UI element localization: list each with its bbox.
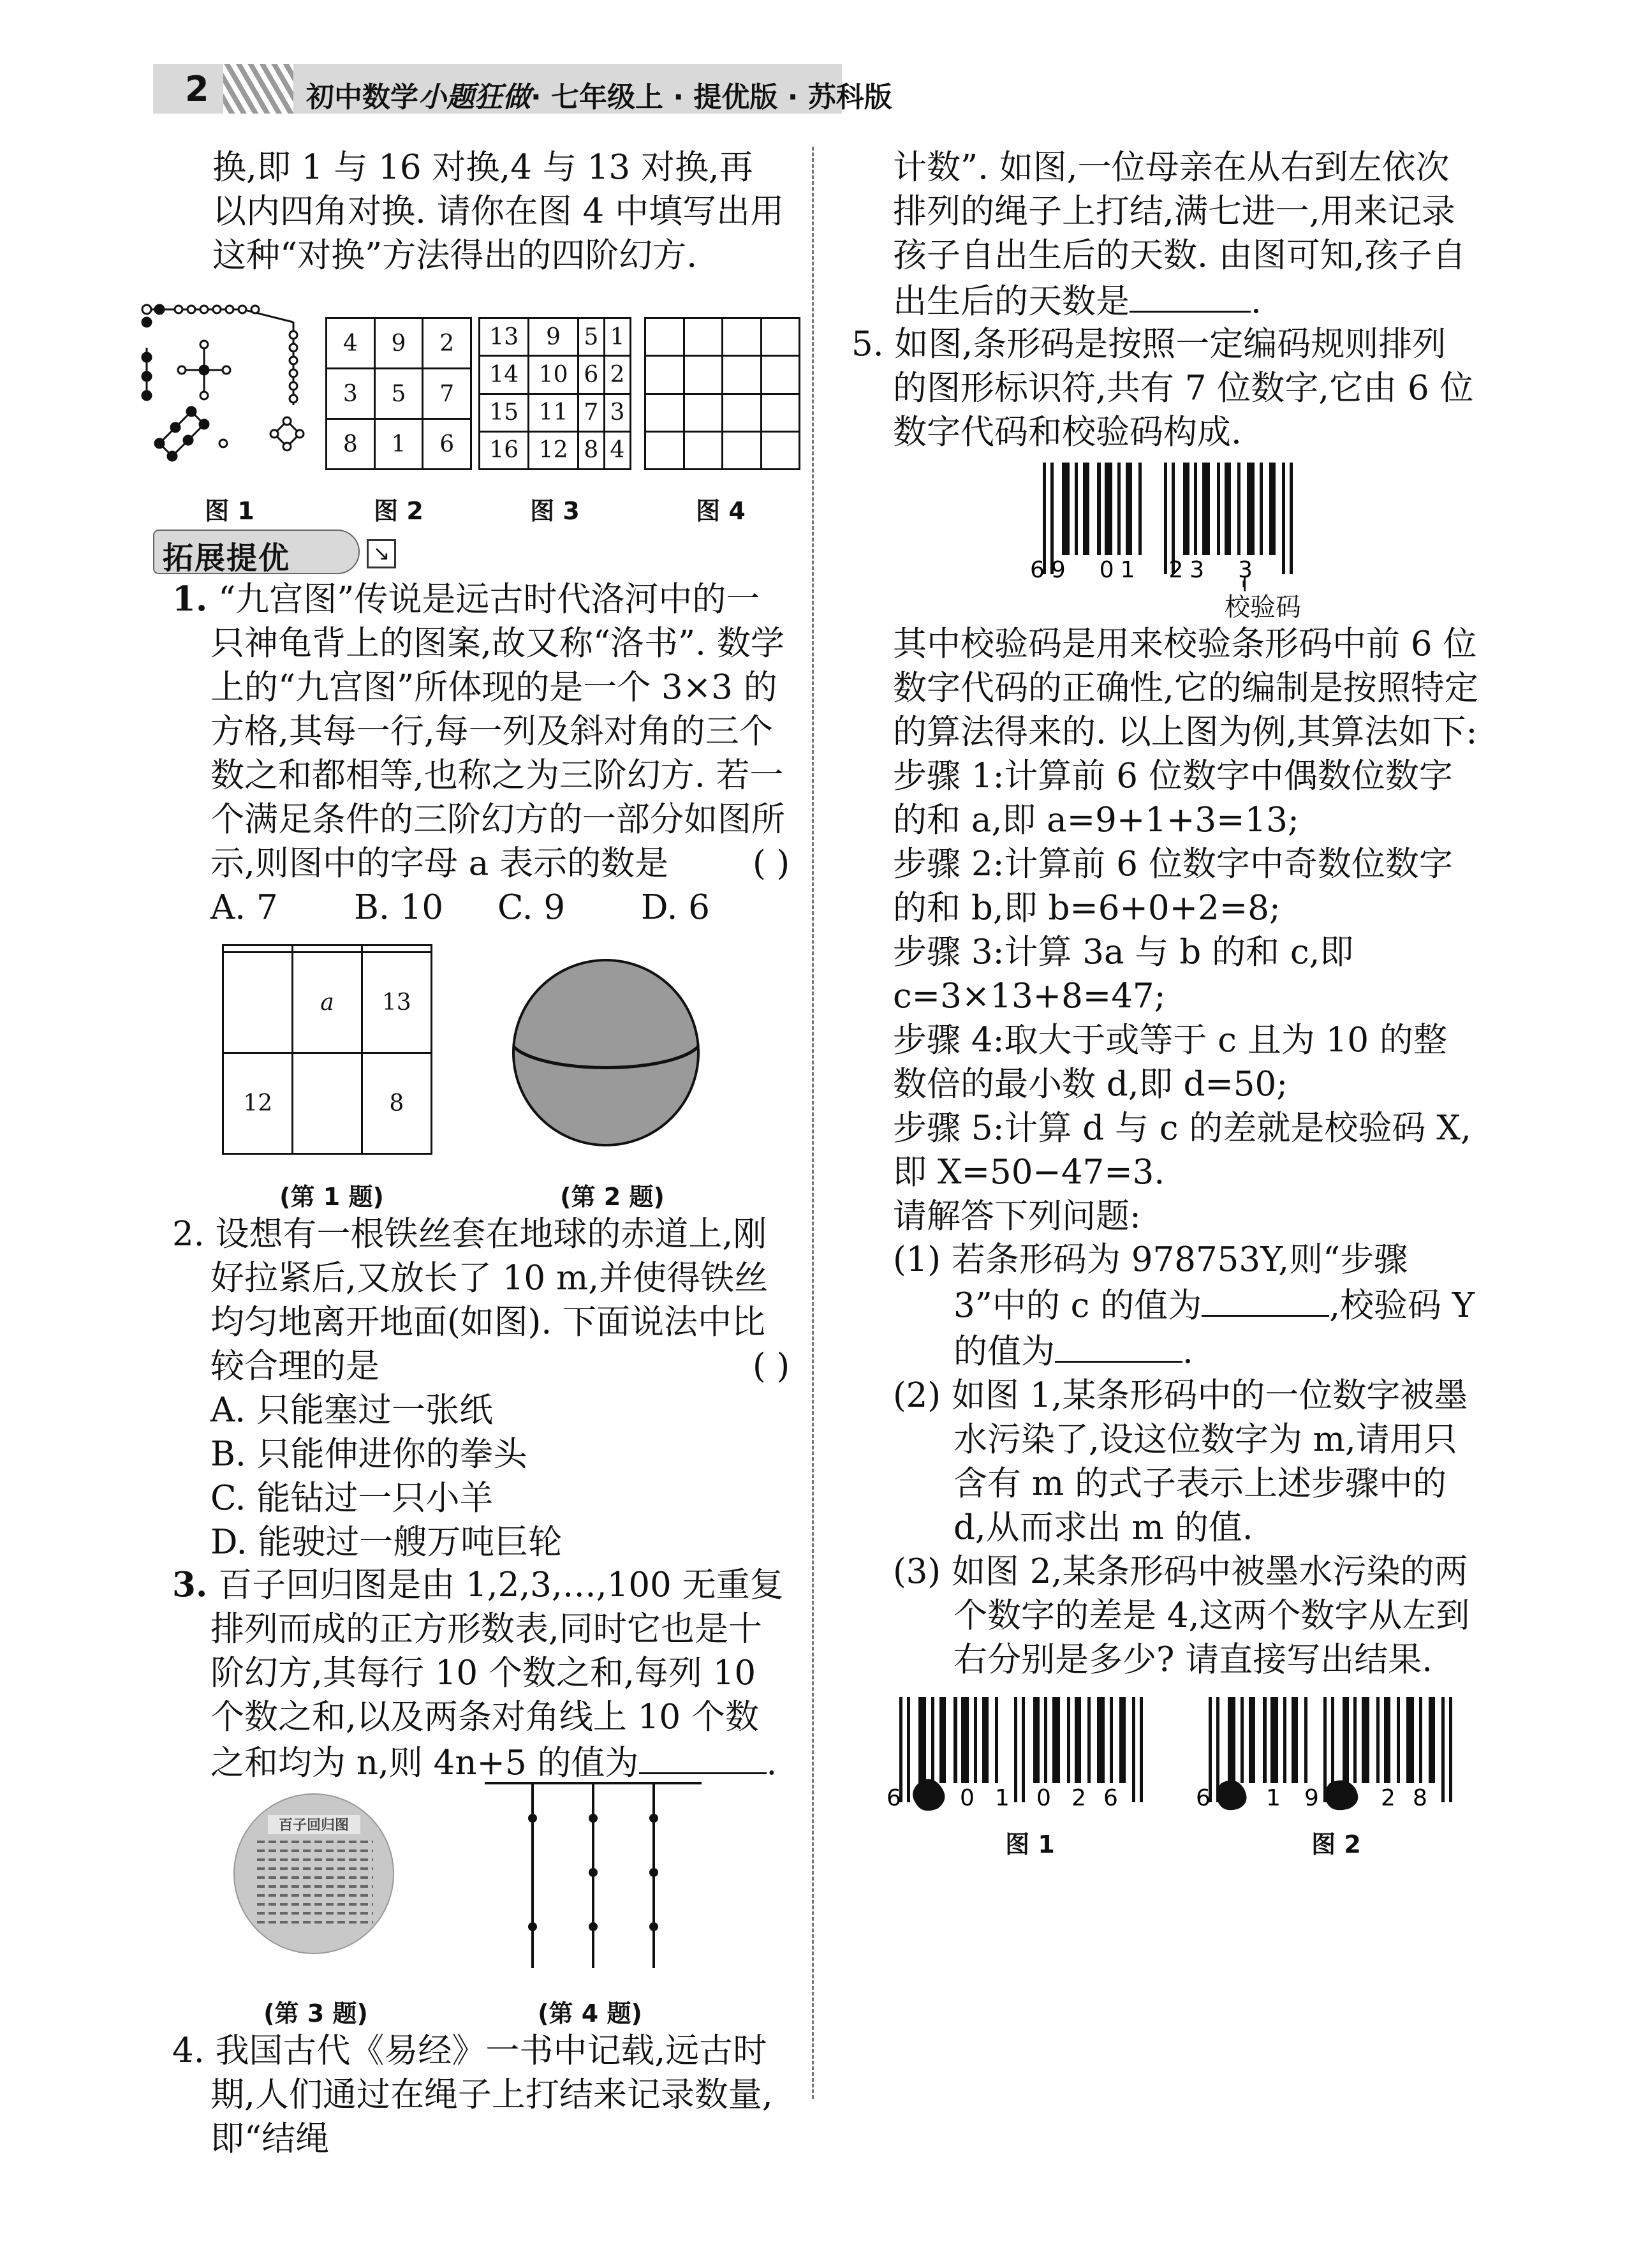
digit: 6 xyxy=(1196,1785,1211,1811)
digit: 8 xyxy=(1413,1785,1427,1811)
option-d: D. 能驶过一艘万吨巨轮 xyxy=(210,1523,563,1562)
question-number: 3. xyxy=(172,1565,208,1605)
question-text: 我国古代《易经》一书中记载,远古时期,人们通过在绳子上打结来记录数量,即“结绳 xyxy=(210,2031,773,2158)
digit: 1 xyxy=(995,1785,1010,1811)
grid-cell: 8 xyxy=(578,431,604,469)
barcode-figure-1 xyxy=(883,1694,1177,1815)
answer-blank[interactable] xyxy=(639,1739,767,1774)
question-1: 1. “九宫图”传说是远古时代洛河中的一只神龟背上的图案,故又称“洛书”. 数学上的“九宫图”所体现的是一个 3×3 的方格,其每一行,每一列及斜对角的三个数之和都相等,也称之为三阶幻方. 若一个满足条件的三阶幻方的一部分如图所示,则图中的字母 a 表示的数是 ( ) A. 7 B. 10 C. 9 D. 6 xyxy=(172,577,791,930)
grid-cell: 11 xyxy=(529,394,578,431)
question-4-rope-figure xyxy=(482,1780,705,1971)
grid-cell: 2 xyxy=(423,318,471,369)
grid-cell: 7 xyxy=(578,394,604,431)
answer-blank[interactable] xyxy=(1130,278,1251,313)
step-5: 步骤 5:计算 d 与 c 的差就是校验码 X,即 X=50−47=3. xyxy=(893,1109,1471,1192)
grid-cell: 13 xyxy=(480,318,529,356)
period: . xyxy=(1182,1332,1193,1371)
grid-cell: 10 xyxy=(529,356,578,394)
section-title: 拓展提优 xyxy=(163,540,291,576)
arrow-icon: ↘ xyxy=(367,539,396,568)
figure-3-grid xyxy=(478,317,631,470)
question-2-earth-figure xyxy=(491,944,721,1161)
ink-blot xyxy=(1216,1781,1247,1811)
grid-cell: 8 xyxy=(362,1053,431,1153)
fig-label: 图 3 xyxy=(530,497,580,525)
period: . xyxy=(766,1744,777,1783)
grid-cell: 7 xyxy=(423,369,471,419)
digit: 2 xyxy=(1071,1785,1086,1811)
sub-1-text-b: ,校验码 Y 的值为 xyxy=(953,1286,1475,1371)
algorithm-intro: 其中校验码是用来校验条形码中前 6 位数字代码的正确性,它的编制是按照特定的算法得来的. 以上图为例,其算法如下: xyxy=(893,625,1478,752)
question-2: 2. 设想有一根铁丝套在地球的赤道上,刚好拉紧后,又放长了 10 m,并使得铁丝均匀地离开地面(如图). 下面说法中比较合理的是 ( ) A. 只能塞过一张纸 B. 只能伸进你的拳头 C. 能钻过一只小羊 D. 能驶过一艘万吨巨轮 xyxy=(172,1212,791,1564)
check-digit-pointer xyxy=(1244,577,1246,591)
period: . xyxy=(1251,282,1262,321)
option-a: A. 7 xyxy=(210,888,278,927)
digit: 0 xyxy=(960,1785,975,1811)
question-number: 2. xyxy=(172,1215,205,1254)
grid-cell-a: a xyxy=(293,952,362,1053)
ink-blot xyxy=(1325,1781,1358,1811)
grid-cell: 5 xyxy=(374,369,423,419)
sub-1-text: 若条形码为 978753Y,则“步骤 3”中的 c 的值为 xyxy=(951,1240,1408,1325)
grid-cell: 16 xyxy=(480,431,529,469)
question-1-grid xyxy=(222,944,432,1155)
question-3 xyxy=(172,1563,791,1785)
algorithm-text xyxy=(893,622,1480,1238)
question-number: 5. xyxy=(851,325,884,364)
step-2: 步骤 2:计算前 6 位数字中奇数位数字的和 b,即 b=6+0+2=8; xyxy=(893,845,1453,928)
main-barcode xyxy=(1027,459,1327,587)
column-divider xyxy=(812,147,814,2099)
question-intro: 如图,条形码是按照一定编码规则排列的图形标识符,共有 7 位数字,它由 6 位数字代码和校验码构成. xyxy=(893,325,1474,452)
digit: 1 xyxy=(1266,1785,1281,1811)
plate-title: 百子回归图 xyxy=(278,1818,350,1834)
figure-1-luoshu xyxy=(134,297,306,475)
option-a: A. 只能塞过一张纸 xyxy=(210,1391,493,1430)
page-number: 2 xyxy=(185,69,209,109)
step-1: 步骤 1:计算前 6 位数字中偶数位数字的和 a,即 a=9+1+3=13; xyxy=(893,757,1453,840)
grid-cell: 15 xyxy=(480,394,529,431)
digit: 0 xyxy=(1036,1785,1051,1811)
grid-cell: 5 xyxy=(578,318,604,356)
grid-cell: 9 xyxy=(374,318,423,369)
digit: 9 xyxy=(1304,1785,1319,1811)
fig-label: 图 1 xyxy=(205,497,254,525)
figure-4-empty-grid xyxy=(644,317,800,470)
question-text: 设想有一根铁丝套在地球的赤道上,刚好拉紧后,又放长了 10 m,并使得铁丝均匀地离开地面(如图). 下面说法中比较合理的是 xyxy=(210,1215,769,1386)
answer-blank-y[interactable] xyxy=(1055,1328,1182,1363)
barcode-figure-2 xyxy=(1193,1694,1480,1815)
series-subtitle: · 七年级上 · 提优版 · 苏科版 xyxy=(531,81,892,114)
grid-cell: 13 xyxy=(362,952,431,1053)
digit: 6 xyxy=(887,1785,901,1811)
sub-number: (3) xyxy=(893,1552,941,1591)
option-b: B. 只能伸进你的拳头 xyxy=(210,1435,527,1474)
question-4 xyxy=(172,2029,791,2161)
grid-cell: 1 xyxy=(374,419,423,470)
question-text: “九宫图”传说是远古时代洛河中的一只神龟背上的图案,故又称“洛书”. 数学上的“九宫图”所体现的是一个 3×3 的方格,其每一行,每一列及斜对角的三个数之和都相等,也称之为三阶幻方. 若一个满足条件的三阶幻方的一部分如图所示,则图中的字母 a 表示的数是 xyxy=(210,580,785,883)
option-c: C. 9 xyxy=(497,888,566,927)
ink-blot xyxy=(913,1779,945,1811)
option-d: D. 6 xyxy=(641,888,710,927)
header-stripes xyxy=(223,64,293,114)
ask-text: 请解答下列问题: xyxy=(893,1197,1141,1236)
caption-q1: (第 1 题) xyxy=(279,1183,384,1211)
grid-cell: 1 xyxy=(604,318,630,356)
caption-q4: (第 4 题) xyxy=(538,1999,642,2027)
grid-cell: 12 xyxy=(223,1053,293,1153)
figure-2-grid xyxy=(325,317,472,470)
prev-question-continuation: 换,即 1 与 16 对换,4 与 13 对换,再以内四角对换. 请你在图 4 中填写出用这种“对换”方法得出的四阶幻方. xyxy=(212,148,784,275)
caption-q3: (第 3 题) xyxy=(263,1999,368,2027)
grid-cell: 14 xyxy=(480,356,529,394)
caption-q2: (第 2 题) xyxy=(560,1183,665,1211)
grid-cell: 4 xyxy=(327,318,375,369)
sub-questions xyxy=(893,1238,1480,1682)
digit: 2 xyxy=(1381,1785,1395,1811)
sub-2-text: 如图 1,某条形码中的一位数字被墨水污染了,设这位数字为 m,请用只含有 m 的式子表示上述步骤中的 d,从而求出 m 的值. xyxy=(951,1376,1468,1547)
step-4: 步骤 4:取大于或等于 c 且为 10 的整数倍的最小数 d,即 d=50; xyxy=(893,1021,1447,1104)
question-text: 计数”. 如图,一位母亲在从右到左依次排列的绳子上打结,满七进一,用来记录孩子自出生后的天数. 由图可知,孩子自出生后的天数是 xyxy=(893,148,1466,321)
grid-cell: 4 xyxy=(604,431,630,469)
option-c: C. 能钻过一只小羊 xyxy=(210,1479,494,1518)
grid-cell: 8 xyxy=(327,419,375,470)
option-b: B. 10 xyxy=(354,888,444,927)
sub-number: (2) xyxy=(893,1376,941,1415)
question-3-hundred-figure xyxy=(233,1793,395,1955)
fig-label: 图 1 xyxy=(1005,1830,1055,1858)
question-number: 4. xyxy=(172,2031,205,2070)
sub-number: (1) xyxy=(893,1240,941,1279)
question-text: 百子回归图是由 1,2,3,…,100 无重复排列而成的正方形数表,同时它也是十阶幻方,其每行 10 个数之和,每列 10 个数之和,以及两条对角线上 10 个数之和均为 n,则 4n+5 的值为 xyxy=(210,1566,784,1783)
grid-cell: 2 xyxy=(604,356,630,394)
step-3: 步骤 3:计算 3a 与 b 的和 c,即 c=3×13+8=47; xyxy=(893,933,1354,1016)
answer-blank-c[interactable] xyxy=(1202,1282,1329,1317)
series-name: 初中数学 xyxy=(306,81,418,114)
grid-cell: 6 xyxy=(578,356,604,394)
series-title xyxy=(306,74,892,115)
fig-label: 图 2 xyxy=(374,497,423,525)
sub-3-text: 如图 2,某条形码中被墨水污染的两个数字的差是 4,这两个数字从左到右分别是多少? 请直接写出结果. xyxy=(951,1552,1470,1679)
grid-cell: 12 xyxy=(529,431,578,469)
barcode-digits: 69 01 23 3 xyxy=(1030,557,1259,583)
fig-label: 图 2 xyxy=(1311,1830,1361,1858)
question-number: 1. xyxy=(172,579,208,619)
grid-cell: 9 xyxy=(529,318,578,356)
grid-cell: 6 xyxy=(423,419,471,470)
series-brand: 小题狂做 xyxy=(418,81,531,114)
grid-cell: 3 xyxy=(604,394,630,431)
digit: 6 xyxy=(1103,1785,1118,1811)
grid-cell: 3 xyxy=(327,369,375,419)
check-digit-label: 校验码 xyxy=(1225,593,1301,622)
question-5 xyxy=(851,322,1480,454)
fig-label: 图 4 xyxy=(696,497,746,525)
question-4-continued xyxy=(893,145,1480,323)
